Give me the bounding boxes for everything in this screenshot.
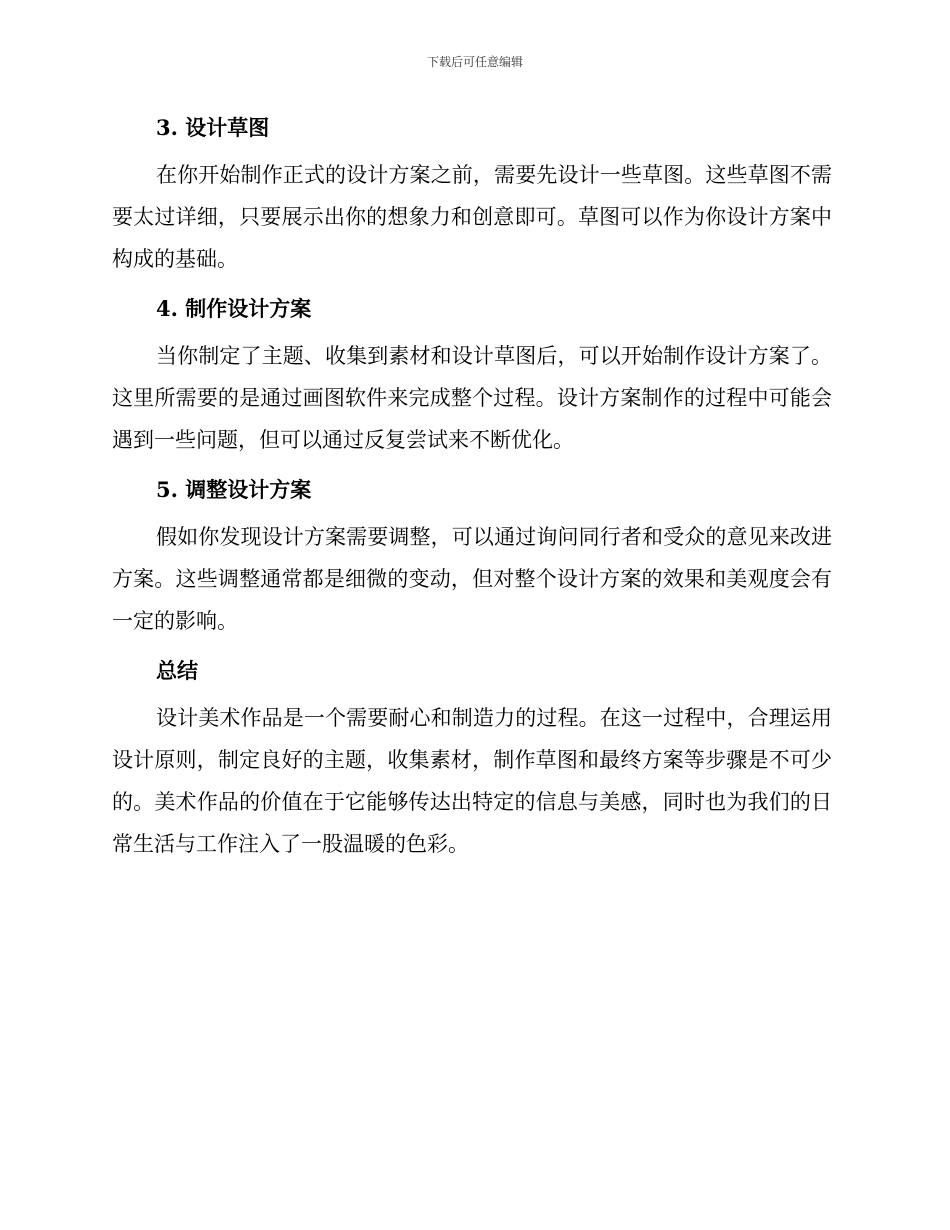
section-make-design-plan <box>112 287 832 461</box>
section-paragraph: 在你开始制作正式的设计方案之前，需要先设计一些草图。这些草图不需要太过详细，只要展示出你的想象力和创意即可。草图可以作为你设计方案中构成的基础。 <box>112 163 832 271</box>
document-body <box>112 106 832 872</box>
section-design-sketch <box>112 106 832 280</box>
section-heading: 3. 设计草图 <box>156 115 270 140</box>
section-paragraph: 假如你发现设计方案需要调整，可以通过询问同行者和受众的意见来改进方案。这些调整通常都是细微的变动，但对整个设计方案的效果和美观度会有一定的影响。 <box>112 525 832 633</box>
header-note: 下载后可任意编辑 <box>426 55 523 69</box>
section-summary <box>112 649 832 865</box>
section-heading: 4. 制作设计方案 <box>156 296 312 321</box>
section-paragraph: 设计美术作品是一个需要耐心和制造力的过程。在这一过程中，合理运用设计原则，制定良好的主题，收集素材，制作草图和最终方案等步骤是不可少的。美术作品的价值在于它能够传达出特定的信息与美感，同时也为我们的日常生活与工作注入了一股温暖的色彩。 <box>112 706 832 856</box>
section-heading: 总结 <box>156 658 198 683</box>
section-adjust-design-plan <box>112 468 832 642</box>
section-paragraph: 当你制定了主题、收集到素材和设计草图后，可以开始制作设计方案了。这里所需要的是通过画图软件来完成整个过程。设计方案制作的过程中可能会遇到一些问题，但可以通过反复尝试来不断优化。 <box>112 344 832 452</box>
section-heading: 5. 调整设计方案 <box>156 477 312 502</box>
